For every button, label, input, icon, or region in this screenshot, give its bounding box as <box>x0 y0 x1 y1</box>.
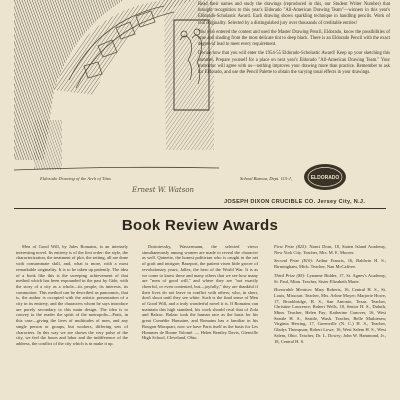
winner-entry <box>274 273 386 284</box>
artist-signature: Ernest W. Watson <box>132 186 195 194</box>
section-title: Book Review Awards <box>121 217 279 234</box>
winner-entry <box>274 287 386 344</box>
winner-text: Nanci Dorn, 18, Staten Island Academy, New York City. Teacher, Mrs. M. E. Moorer. <box>274 244 386 255</box>
award-label: First Prize ($25): <box>274 244 308 249</box>
winner-text: Mary Roberts, 16, Central H. S., St. Louis, Missouri. Teacher, Mrs. Arline Moyer; Marjorie Howe, 17, Brookbridge, H. S., San Antonio, Texas. Teacher, Christine Lawrence; Robert Wells, 18, Senior H. S., Duluth, Minn. Teacher, Helen Fay; Katherine Conover, 16, West Seattle H. S., Seattle, Wash. Teacher, Belle Mathiesen; Virginia Herring, 17, Greenville (N. C.) H. S., Teacher, Gladys Thompson; Robert Lowe, 16, West Salem H. S., West Salem, Ohio. Teacher, Dr. L. Dowry; John W. Hammond, Jr., 18, Central H. S. <box>274 287 386 344</box>
award-label: Honorable Mention: <box>274 287 313 293</box>
ad-copy <box>198 2 390 79</box>
company-name: JOSEPH DIXON CRUCIBLE CO. Jersey City, N.J. <box>224 199 366 205</box>
ad-paragraph: You who entered the contest and used the Master Drawing Pencil, Eldorado, know the possibilities of tone and shading from the most delicate tint to deep black. There is an Eldorado Pencil with the exact degree of lead to meet every requirement. <box>198 29 390 48</box>
winner-entry <box>274 258 386 269</box>
winners-list <box>274 244 386 347</box>
review-text: Dostoievsky, Wassermann, the selected views simultaneously among women are made to reveal the character as well. Quinette, the honest politician who is caught in the net of graft and intrigue; Baseport, the patient vixen little grocer of revolutionary years; Jallez, the hero of the World War. It is as we come to know these and many others that we see how many are "men of good will," and where they are "not exactly cheerful, or even contented, but—joyfully," they are thankful if their lives do not leave in conflict with others; who, in short, don't shoot until they see white. Such is the final sense of Men of Good Will, and a truly wonderful novel it is. If Romains can maintain this high standard, his work should rival that of Zola and Balzac. Balzac took the human race as the basis for his great Comédie Humaine, and Romains has a familiar in his Rougon-Macquart, now we have Paris itself as the basis for Les Hommes de Bonne Volonté. — Helen Bentley Davis, Glenville High School, Cleveland, Ohio. <box>142 244 258 341</box>
review-column-1 <box>16 244 128 347</box>
winner-text: Arthur Francis, 16, Baldwin H. S., Birmingham, Mich. Teacher, Nan McCaffree. <box>274 258 386 270</box>
award-label: Third Prize ($5): <box>274 272 306 278</box>
award-label: Second Prize ($10): <box>274 258 314 264</box>
illustration-caption: Eldorado Drawing of the Arch of Titus <box>40 176 111 181</box>
eldorado-seal-logo <box>302 162 348 192</box>
seal-text: ELDORADO <box>310 175 340 181</box>
ad-paragraph: Read their names and study the drawings (reproduced in this, our Student Writer Number) that brought recognition to this year's Eldorado "All-American Drawing Team"—winners in this year's Eldorado-Scholastic Award. Each drawing shows sparkling technique in handling pencils. Work of real originality. Selected by a distinguished jury over thousands of creditable entries! <box>198 2 390 26</box>
ad-paragraph: Decide now that you will enter the 1954-55 Eldorado-Scholastic Award! Keep up your sketching this summer. Prepare yourself for a place on next year's Eldorado "All-American Drawing Team." Your instructor will agree with us—nothing improves your drawing more than practice. Remember to ask for Eldorado, and use the Pencil Palette to obtain the varying tonal effects in your drawings. <box>198 51 390 76</box>
review-text: Men of Good Will, by Jules Romains, is an intensely interesting novel. Its entirety is of the first order: the style, the characterization, the treatment of plot, the setting, all are done with consummate skill, and, what is more, with a most remarkable originality. It is to be taken up patiently. The idea of a book like this is the sweeping achievement of that method which has been expounded in the past by Gide, with the story of a city as a whole—its people, its interests, its commotion. This method can be described as panoramic, that is, the author is occupied with the artistic presentation of a city in its entirety, and the characters whom he says introduce are purely secondary to this main design. The idea is to convey to the reader the spirit of the metropolis—Paris, in this case—giving the lives of multitudes of men, and any single person or groups, but workers, differing sets of characters. In this way we are shown the very pulse of the city, we feel the hours and labor and the indifference of the address, the conflict of the city which is in make it up. <box>16 244 128 346</box>
winner-text: Lynanne Bidder, 17, St. Agnes's Academy, St. Paul, Minn. Teacher, Sister Elizabeth Marie. <box>274 272 386 284</box>
school-bureau-address: School Bureau, Dept. 115-J, <box>240 176 292 181</box>
review-column-2 <box>142 244 258 341</box>
section-divider <box>14 208 386 209</box>
winner-entry <box>274 244 386 255</box>
